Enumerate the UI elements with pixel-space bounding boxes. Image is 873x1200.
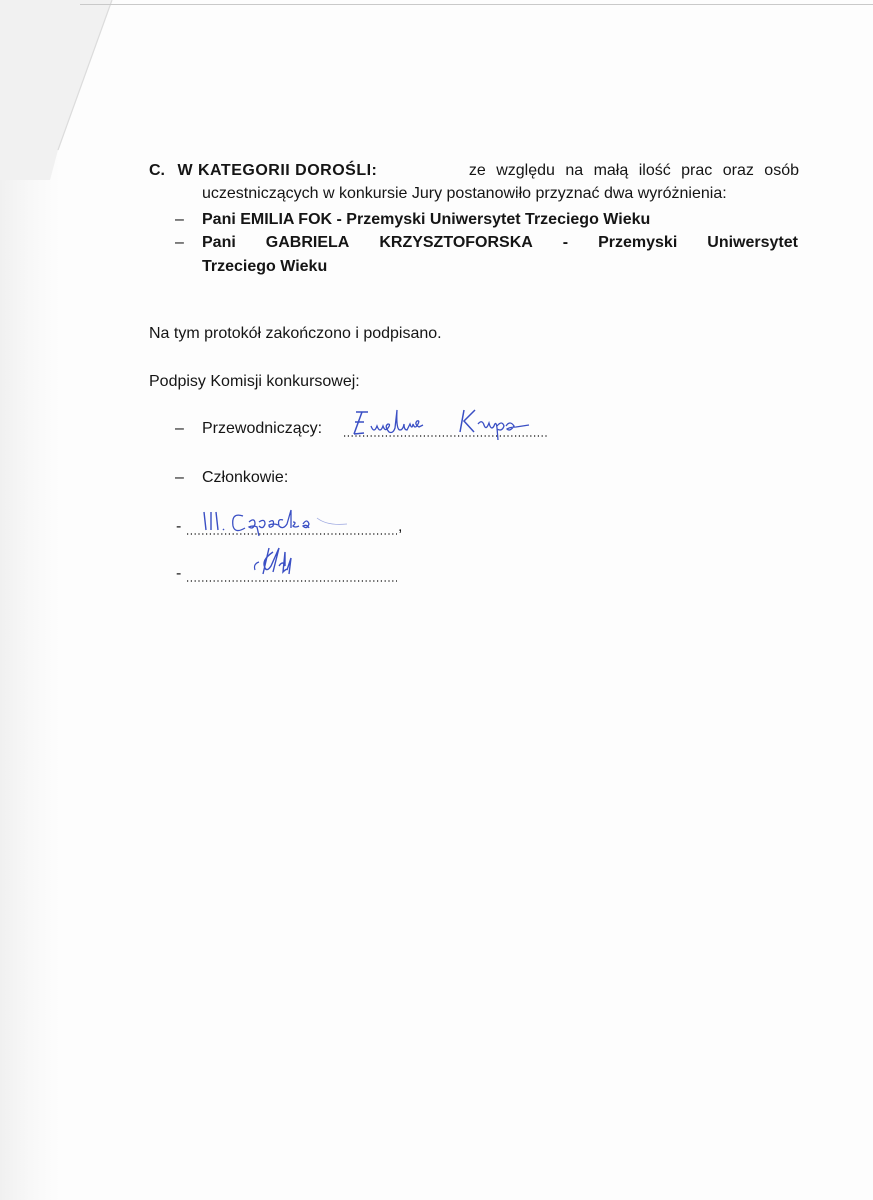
members-label: Członkowie: — [202, 469, 289, 486]
member-1-signature-drawing — [187, 502, 399, 538]
chair-signature-drawing — [344, 404, 554, 440]
award-2-line1 — [202, 232, 798, 254]
award-1-text: Pani EMILIA FOK - Przemyski Uniwersytet Trzeciego Wieku — [202, 211, 651, 228]
member-1-trailing: , — [398, 518, 403, 535]
award-2-word: - — [562, 234, 569, 251]
member-2-signature — [187, 544, 399, 591]
award-2-word: Uniwersytet — [707, 234, 798, 251]
section-c-label: C. — [149, 162, 165, 179]
member-1-signature — [187, 502, 399, 543]
member-2-signature-drawing — [187, 544, 399, 586]
scan-shadow — [0, 0, 60, 1200]
award-2-word: Przemyski — [598, 234, 678, 251]
award-2-dash: – — [175, 234, 184, 251]
award-1-dash: – — [175, 211, 184, 228]
section-c-intro: ze względu na małą ilość prac oraz osób — [468, 162, 799, 179]
signatures-heading: Podpisy Komisji konkursowej: — [149, 373, 360, 390]
section-c-heading: W KATEGORII DOROŚLI: — [177, 162, 378, 179]
scan-edge-fold — [0, 0, 120, 180]
award-2-line2: Trzeciego Wieku — [202, 258, 328, 275]
members-dash: – — [175, 469, 184, 486]
member-1-dash: - — [176, 518, 182, 535]
award-2-word: Pani — [202, 234, 236, 251]
section-c-intro-line2: uczestniczących w konkursie Jury postanowiło przyznać dwa wyróżnienia: — [202, 185, 727, 202]
award-2-word: KRZYSZTOFORSKA — [379, 234, 533, 251]
award-2-word: GABRIELA — [265, 234, 350, 251]
member-2-dash: - — [176, 565, 182, 582]
chair-signature — [344, 404, 554, 445]
chair-label: Przewodniczący: — [202, 420, 323, 437]
closing-text: Na tym protokół zakończono i podpisano. — [149, 325, 442, 342]
chair-dash: – — [175, 420, 184, 437]
section-c-first-line — [149, 160, 799, 182]
scan-top-edge — [80, 4, 873, 5]
